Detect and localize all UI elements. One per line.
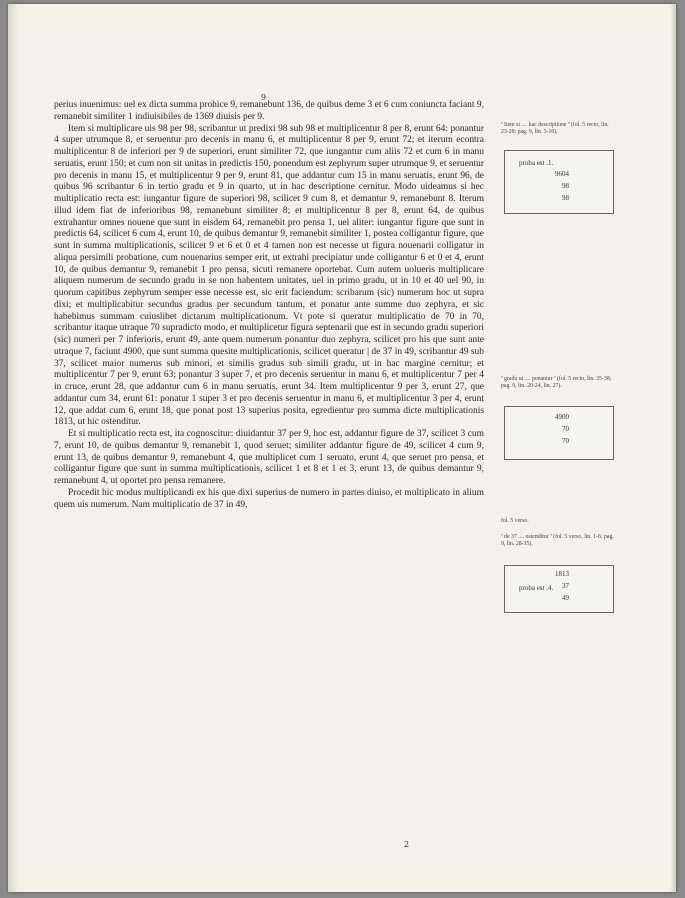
box2-row-1: 4900: [555, 413, 569, 421]
box1-row-3: 98: [562, 194, 569, 202]
paragraph-4: Procedit hic modus multiplicandi ex his que dixi superius de numero in partes diuiso, et multiplicato in alium quem uis numerum. Nam multiplicatio de 37 in 49,: [54, 487, 484, 510]
margin-note-4: ª de 37 .... ostenditur ª (fol. 5 verso, lin. 1-6; pag. 9, lin. 28-35).: [501, 534, 614, 547]
box3-label: proba est .4.: [519, 584, 554, 592]
margin-note-3: fol. 5 verso.: [501, 518, 529, 524]
page-left-edge: [8, 4, 18, 892]
box2-row-2: 70: [562, 425, 569, 433]
computation-box-2: [504, 406, 614, 460]
box1-row-1: 9604: [555, 170, 569, 178]
box3-row-3: 49: [562, 594, 569, 602]
paragraph-2: Item si multiplicare uis 98 per 98, scribantur ut predixi 98 sub 98 et multiplicentur 8 per 8, erunt 64: ponantur 4 super utrumque 8, et seruentur pro decenis in manu 6, et multiplicentur 8 per 9, erunt 72; et iterum econtra multiplicentur 8 de inferiori per 9 de superiori, erunt similiter 72, que iungantur cum aliis 72 et cum 6 in manu seruatis, erunt 150; et cum non sit unitas in predictis 150, ponendum est zephyrum super utrumque 9, et seruentur pro decenis in manu 15, et multiplicentur 9 per 9, erunt 81, que addantur cum 15 in manu seruatis, erunt 96, de quibus 96 scribantur 6 in tertio gradu et 9 in quarto, ut in hac descriptione cernitur. Modo uideamus si hec multiplicatio recta est: iungantur figure de superiori 98, scilicet 9 cum 8, et demantur 9, remanebunt 8. Iterum illud idem fiat de inferioribus 98, remanebunt similiter 8; et multiplicentur 8 per 8, erunt 64, de quibus extrahantur omnes nouene que sunt in eisdem 64, remanebit pro pensa 1, uel aliter: iungantur figure que sunt in predictis 64, scilicet 6 cum 4, erunt 10, de quibus demantur 9, remanebit similiter 1, postea colligantur figure, que sunt in summa multiplicationis, scilicet 9 et 6 et 0 et 4 tamen non est necesse ut figura nouenarii colligatur in aliqua persimili probatione, cum nouenarius semper erit, ut extrahi precipiatur unde colligantur 6 et 0 et 4, erunt 10, de quibus demantur 9, remanebit 1 pro pensa, sicuti remanere oportebat. Cum autem uolueris multiplicare aliquem numerum de secundo gradu in se non habentem unitates, uel in primo gradu, ut in 10 et 40 uel 90, in quorum capitibus zephyrum semper esse necesse est, sic erit faciendum: scribarum (sic) numerum hoc ut supra dixi; et multiplicabitur secundus gradus per secundum tantum, et ponatur ante summe duo zephyra, et sic habebimus summam cuiuslibet dictarum multiplicationum. Vt pote si queratur multiplicatio de 70 in 70, scribantur itaque utraque 70 supradicto modo, et multiplicetur figura septenarii que est in secundo gradu superiori (sic) numeri per 7 inferioris, erunt 49, ante quem numerum ponantur duo zephyra, scilicet pro his que sunt ante utraque 7, faciunt 4900, que sunt summa quesite multiplicationis, scilicet queratur | de 37 in 49, scribantur 49 sub 37, scilicet maior numerus sub minori, et similis gradus sub simili gradu, ut in hac margine cernitur; et multiplicentur 7 per 9, erunt 63; ponantur 3 super 7, et pro decenis seruentur in manu 6, et multiplicentur 7 per 4 in cruce, erunt 28, que addantur cum 6 in manu seruatis, erunt 34. Item multiplicentur 9 per 3, erunt 27, que addantur cum 34, erunt 61: ponatur 1 super 3 et pro decenis seruentur in manu 6, et multiplicentur 3 per 4, erunt 12, que addat cum 6, erunt 18, que ponat post 13 superius posita, egredientur pro summa dicte multiplicationis 1813, ut hic ostenditur.: [54, 123, 484, 428]
page-number-top: 9: [261, 93, 267, 102]
margin-note-1: ª Item si .... hac descriptione ª (fol. 5 recto, lin. 23-28; pag. 9, lin. 3-10).: [501, 122, 609, 135]
page-right-edge: [670, 4, 676, 892]
paragraph-3: Et si multiplicatio recta est, ita cognoscitur: diuidantur 37 per 9, hoc est, addantur figure de 37, scilicet 3 cum 7, erunt 10, de quibus demantur 9, remanebit 1, quod seruet; similiter addantur figure de 49, scilicet 4 cum 9, erunt 13, de quibus demantur 9, remanebunt 4, que multiplicet cum 1 seruato, erunt 4, que seruet pro pensa, et colligantur figure que sunt in summa multiplicationis, scilicet 1 et 8 et 1 et 3, erunt 13, de quibus demantur 9, remanebunt 4, ut oportet pro pensa remanere.: [54, 429, 484, 486]
box2-row-3: 70: [562, 437, 569, 445]
computation-box-1: [504, 150, 614, 214]
main-text-column: [54, 100, 484, 511]
document-page: [8, 4, 676, 892]
paragraph-1: perius inuenimus: uel ex dicta summa prohice 9, remanebunt 136, de quibus deme 3 et 6 cum coniuncta faciant 9, remanebit similiter 1 indiuisibiles de 1369 diuisis per 9.: [54, 100, 484, 122]
signature-mark: 2: [404, 840, 410, 849]
box1-label: proba est .1.: [519, 159, 554, 167]
box3-row-2: 37: [562, 582, 569, 590]
box1-row-2: 98: [562, 182, 569, 190]
box3-row-1: 1813: [555, 570, 569, 578]
computation-box-3: [504, 565, 614, 613]
margin-note-2: ª gradu ut .... ponantur ª (fol. 5 recto, lin. 35-38; pag. 9, lin. 20-24, lin. 27).: [501, 376, 612, 389]
